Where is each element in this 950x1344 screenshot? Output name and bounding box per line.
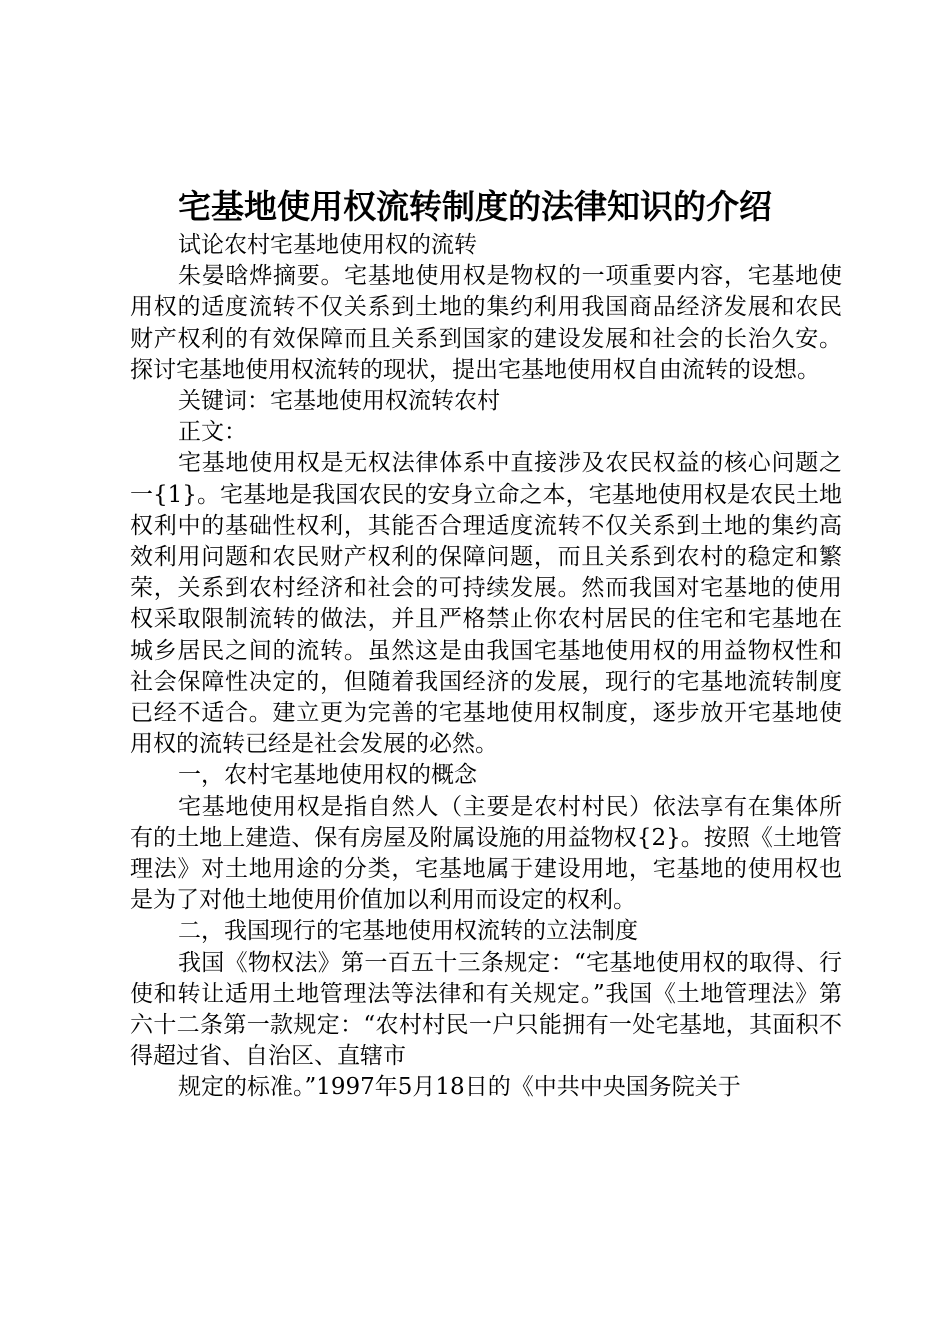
section-heading-1: 一，农村宅基地使用权的概念 <box>178 762 477 789</box>
continuation-paragraph: 规定的标准。”1997年5月18日的《中共中央国务院关于 <box>178 1074 741 1101</box>
section-heading-2: 二，我国现行的宅基地使用权流转的立法制度 <box>178 918 638 945</box>
legislation-paragraph: 我国《物权法》第一百五十三条规定：“宅基地使用权的取得、行使和转让适用土地管理法等法律和有关规定。”我国《土地管理法》第六十二条第一款规定：“农村村民一户只能拥有一处宅基地，其面积不得超过省、自治区、直辖市 <box>130 949 842 1070</box>
subtitle-paragraph: 试论农村宅基地使用权的流转 <box>178 232 477 258</box>
concept-paragraph: 宅基地使用权是指自然人（主要是农村村民）依法享有在集体所有的土地上建造、保有房屋及附属设施的用益物权{2}。按照《土地管理法》对土地用途的分类，宅基地属于建设用地，宅基地的使用权也是为了对他土地使用价值加以利用而设定的权利。 <box>130 793 842 914</box>
document-title: 宅基地使用权流转制度的法律知识的介绍 <box>178 187 772 226</box>
keywords-paragraph: 关键词：宅基地使用权流转农村 <box>178 388 500 415</box>
abstract-paragraph: 朱晏晗烨摘要。宅基地使用权是物权的一项重要内容，宅基地使用权的适度流转不仅关系到土地的集约利用我国商品经济发展和农民财产权利的有效保障而且关系到国家的建设发展和社会的长治久安。探讨宅基地使用权流转的现状，提出宅基地使用权自由流转的设想。 <box>130 263 842 383</box>
document-body <box>130 230 842 1104</box>
body-label-paragraph: 正文： <box>178 419 247 446</box>
intro-paragraph: 宅基地使用权是无权法律体系中直接涉及农民权益的核心问题之一{1}。宅基地是我国农民的安身立命之本，宅基地使用权是农民土地权利中的基础性权利，其能否合理适度流转不仅关系到土地的集约高效利用问题和农民财产权利的保障问题，而且关系到农村的稳定和繁荣，关系到农村经济和社会的可持续发展。然而我国对宅基地的使用权采取限制流转的做法，并且严格禁止你农村居民的住宅和宅基地在城乡居民之间的流转。虽然这是由我国宅基地使用权的用益物权性和社会保障性决定的，但随着我国经济的发展，现行的宅基地流转制度已经不适合。建立更为完善的宅基地使用权制度，逐步放开宅基地使用权的流转已经是社会发展的必然。 <box>130 450 842 758</box>
